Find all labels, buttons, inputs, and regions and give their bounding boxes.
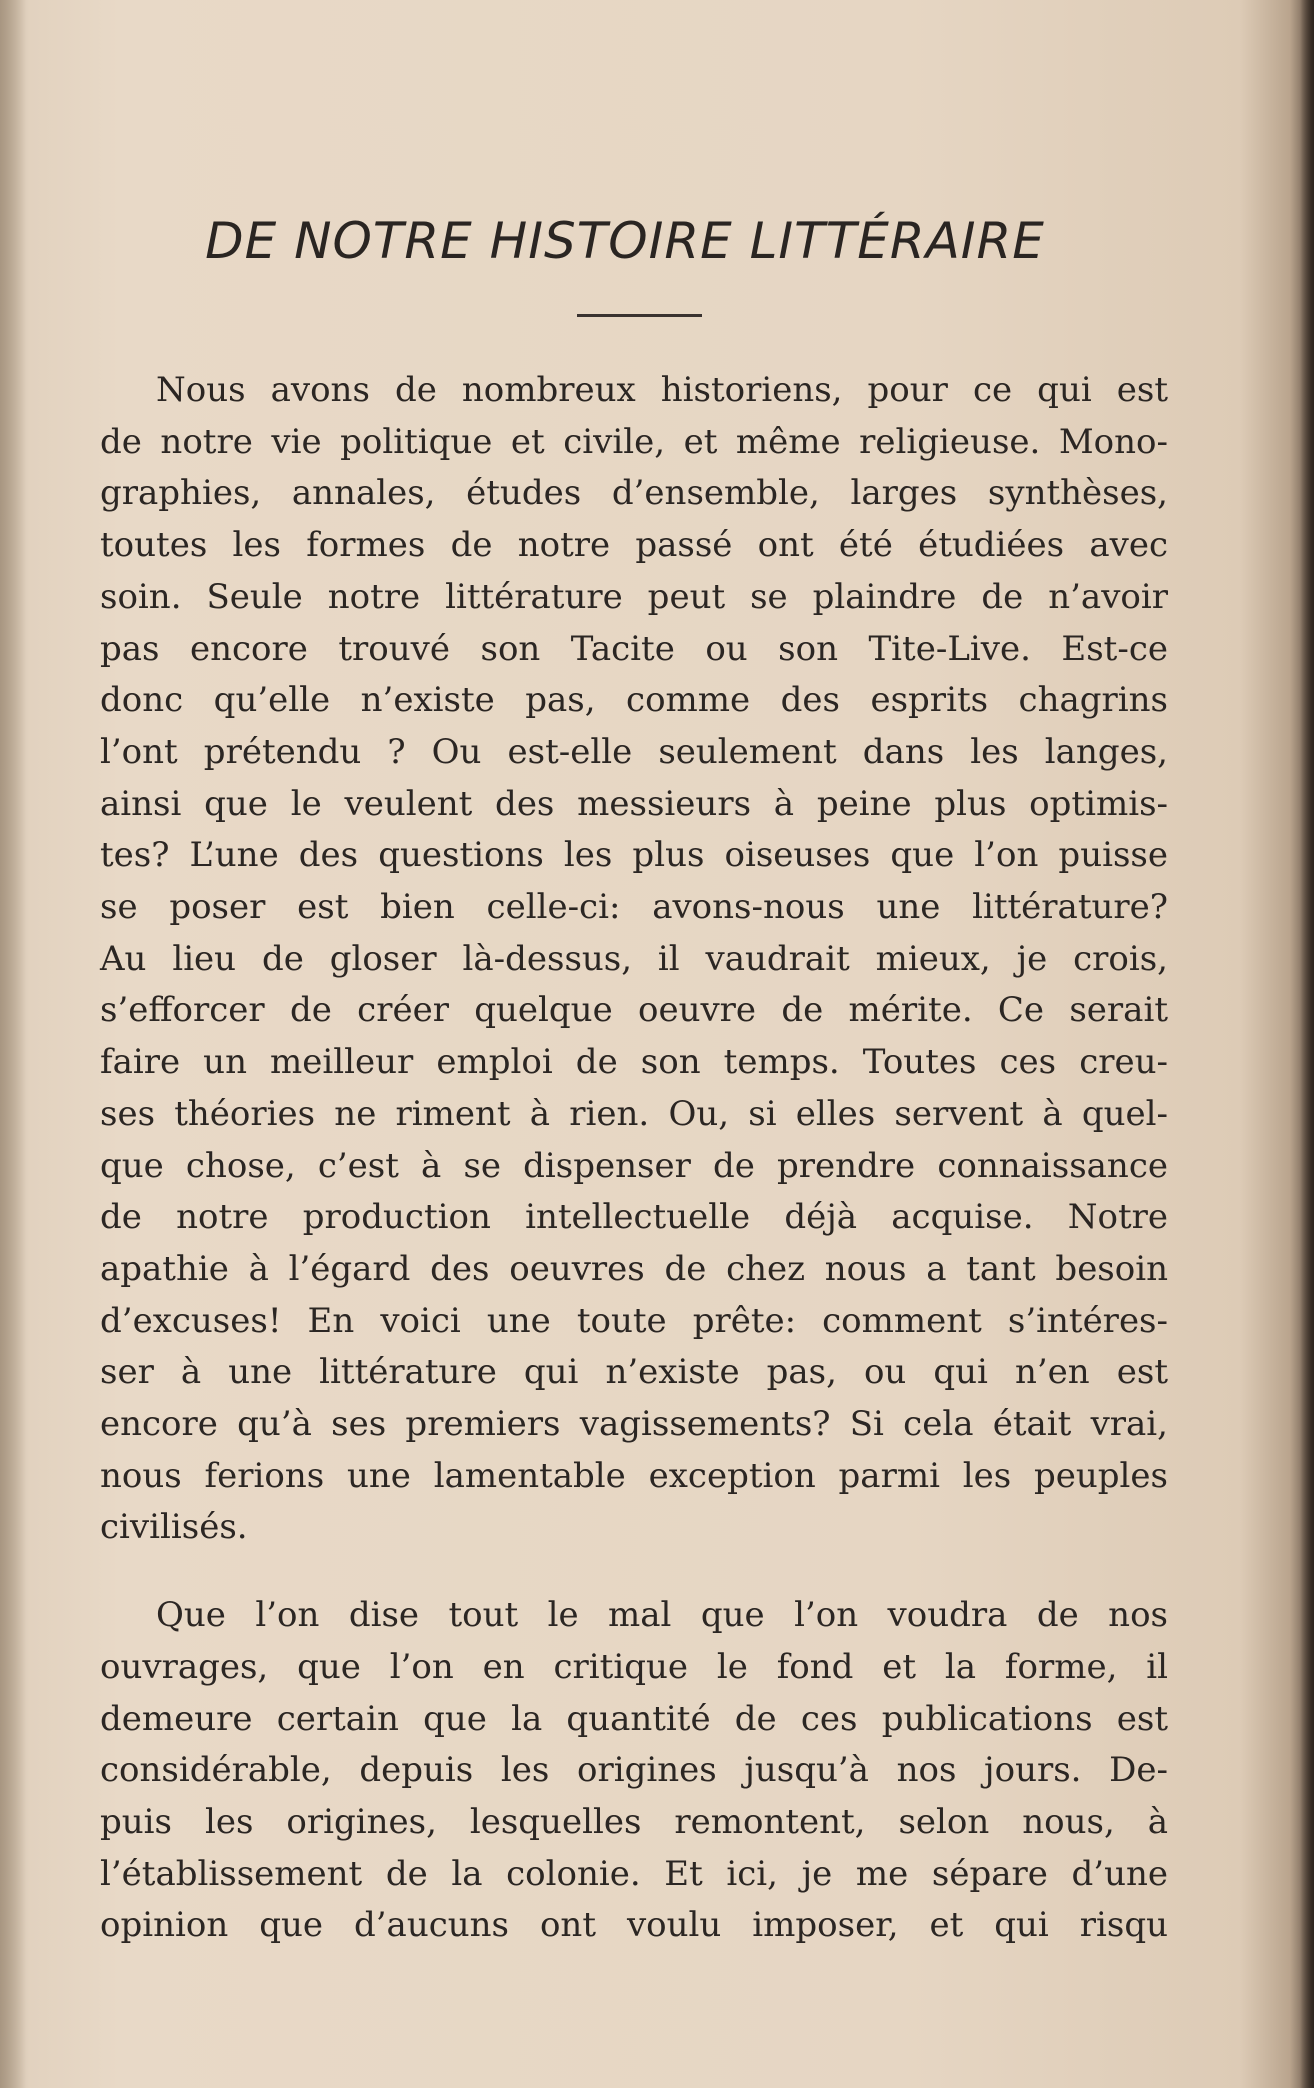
text-line: Nous avons de nombreux historiens, pour ce qui est: [156, 370, 1168, 410]
body-text: [100, 365, 1168, 1952]
text-line: ses théories ne riment à rien. Ou, si elles servent à quel-: [100, 1093, 1168, 1134]
text-line: ouvrages, que l’on en critique le fond et la forme, il: [100, 1646, 1168, 1687]
text-line: d’excuses! En voici une toute prête: comment s’intéres-: [100, 1300, 1168, 1341]
text-line: demeure certain que la quantité de ces publications est: [100, 1698, 1168, 1739]
text-line: de notre vie politique et civile, et même religieuse. Mono-: [100, 421, 1168, 462]
text-line: l’établissement de la colonie. Et ici, je me sépare d’une: [100, 1853, 1168, 1894]
text-line: tes? L’une des questions les plus oiseuses que l’on puisse: [100, 835, 1168, 876]
text-line: toutes les formes de notre passé ont été étudiées avec: [100, 525, 1168, 566]
text-line: encore qu’à ses premiers vagissements? Si cela était vrai,: [100, 1404, 1168, 1445]
chapter-heading: DE NOTRE HISTOIRE LITTÉRAIRE: [205, 212, 1045, 270]
text-line: graphies, annales, études d’ensemble, larges synthèses,: [100, 473, 1168, 514]
paragraph-1: [100, 365, 1168, 1554]
paragraph-2: [100, 1590, 1168, 1952]
text-line: Au lieu de gloser là-dessus, il vaudrait mieux, je crois,: [100, 938, 1168, 979]
text-line: puis les origines, lesquelles remontent, selon nous, à: [100, 1801, 1168, 1842]
text-line: civilisés.: [100, 1507, 248, 1548]
text-line: l’ont prétendu ? Ou est-elle seulement dans les langes,: [100, 731, 1168, 772]
text-line: de notre production intellectuelle déjà acquise. Notre: [100, 1197, 1168, 1238]
text-line: ser à une littérature qui n’existe pas, ou qui n’en est: [100, 1352, 1168, 1393]
text-line: Que l’on dise tout le mal que l’on voudra de nos: [156, 1595, 1168, 1636]
text-line: apathie à l’égard des oeuvres de chez nous a tant besoin: [100, 1248, 1168, 1289]
text-line: donc qu’elle n’existe pas, comme des esprits chagrins: [100, 680, 1168, 721]
text-line: opinion que d’aucuns ont voulu imposer, et qui risqu: [100, 1905, 1168, 1946]
text-line: s’efforcer de créer quelque oeuvre de mérite. Ce serait: [100, 990, 1168, 1031]
heading-rule: [577, 314, 702, 317]
text-line: ainsi que le veulent des messieurs à peine plus optimis-: [100, 783, 1168, 824]
page-edge-shadow: [1300, 0, 1314, 2088]
text-line: se poser est bien celle-ci: avons-nous une littérature?: [100, 887, 1168, 928]
text-line: pas encore trouvé son Tacite ou son Tite-Live. Est-ce: [100, 628, 1168, 669]
text-line: considérable, depuis les origines jusqu’à nos jours. De-: [100, 1750, 1168, 1791]
spine-shadow: [0, 0, 26, 2088]
text-line: nous ferions une lamentable exception parmi les peuples: [100, 1455, 1168, 1496]
text-line: que chose, c’est à se dispenser de prendre connaissance: [100, 1145, 1168, 1186]
text-line: soin. Seule notre littérature peut se plaindre de n’avoir: [100, 576, 1168, 617]
text-line: faire un meilleur emploi de son temps. Toutes ces creu-: [100, 1042, 1168, 1083]
